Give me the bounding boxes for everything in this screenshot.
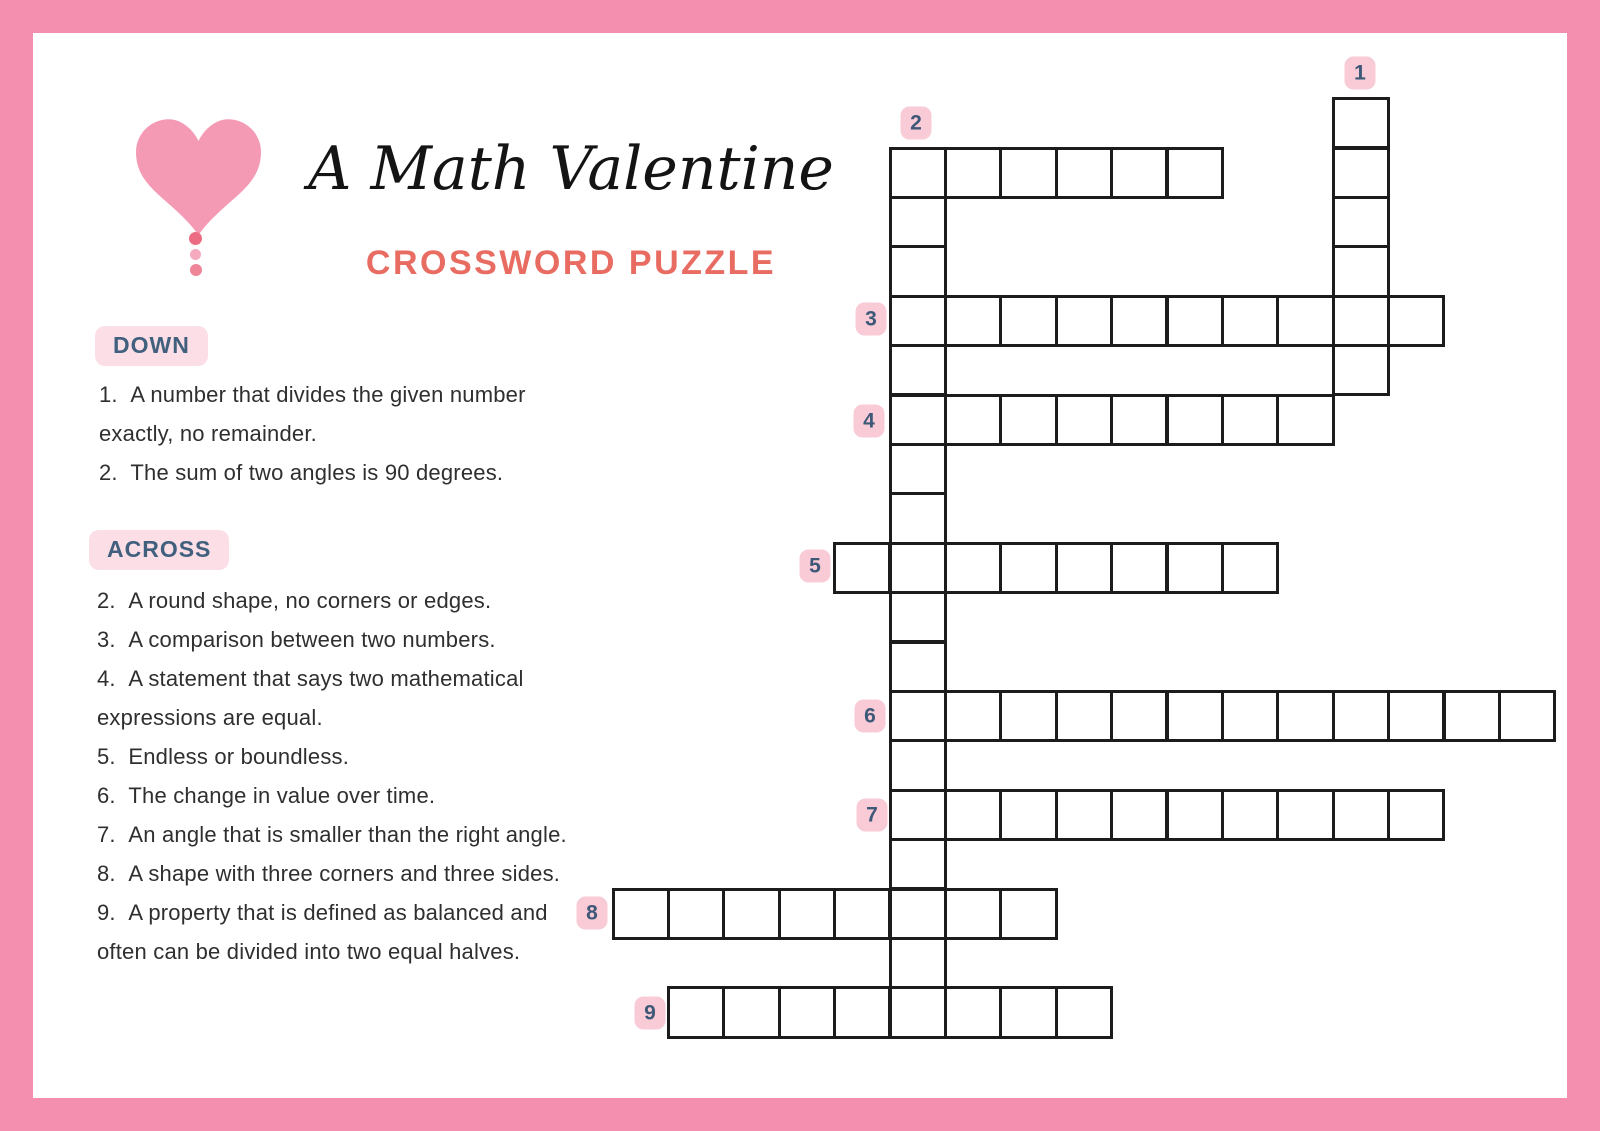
clue-line: 2. The sum of two angles is 90 degrees. [99, 460, 504, 485]
clue-line: expressions are equal. [97, 705, 323, 730]
grid-cell-1-down-0[interactable] [1332, 97, 1390, 149]
grid-cell-7-across-5[interactable] [1166, 789, 1224, 841]
down-heading: DOWN [95, 326, 208, 366]
clue-number-badge-5: 5 [800, 550, 831, 583]
grid-cell-1-down-1[interactable] [1332, 147, 1390, 199]
grid-cell-1-down-3[interactable] [1332, 245, 1390, 297]
grid-cell-9-across-1[interactable] [722, 986, 780, 1038]
grid-cell-4-across-1[interactable] [944, 394, 1002, 446]
grid-cell-5-across-4[interactable] [1055, 542, 1113, 594]
grid-cell-3-across-7[interactable] [1276, 295, 1334, 347]
grid-cell-5-across-7[interactable] [1221, 542, 1279, 594]
grid-cell-4-across-6[interactable] [1221, 394, 1279, 446]
grid-cell-8-across-7[interactable] [999, 888, 1057, 940]
grid-cell-8-across-1[interactable] [667, 888, 725, 940]
grid-cell-1-down-2[interactable] [1332, 196, 1390, 248]
grid-cell-4-across-7[interactable] [1276, 394, 1334, 446]
grid-cell-9-across-5[interactable] [944, 986, 1002, 1038]
grid-cell-5-across-5[interactable] [1110, 542, 1168, 594]
grid-cell-2-down-10[interactable] [889, 641, 947, 693]
grid-cell-2-across-4[interactable] [1110, 147, 1168, 199]
grid-cell-3-across-5[interactable] [1166, 295, 1224, 347]
grid-cell-9-across-4[interactable] [889, 986, 947, 1038]
grid-cell-7-across-4[interactable] [1110, 789, 1168, 841]
grid-cell-2-across-0[interactable] [889, 147, 947, 199]
grid-cell-2-down-4[interactable] [889, 344, 947, 396]
clue-line: 6. The change in value over time. [97, 783, 436, 808]
grid-cell-7-across-6[interactable] [1221, 789, 1279, 841]
clue-number-badge-7: 7 [857, 799, 888, 832]
page-subtitle: CROSSWORD PUZZLE [365, 244, 777, 282]
grid-cell-2-down-6[interactable] [889, 443, 947, 495]
grid-cell-2-across-2[interactable] [999, 147, 1057, 199]
grid-cell-7-across-8[interactable] [1332, 789, 1390, 841]
grid-cell-6-across-8[interactable] [1332, 690, 1390, 742]
page-title: A Math Valentine [308, 134, 834, 204]
clue-line: exactly, no remainder. [99, 421, 317, 446]
grid-cell-2-down-2[interactable] [889, 245, 947, 297]
across-heading: ACROSS [89, 530, 229, 570]
grid-cell-6-across-1[interactable] [944, 690, 1002, 742]
grid-cell-8-across-2[interactable] [722, 888, 780, 940]
grid-cell-8-across-5[interactable] [889, 888, 947, 940]
grid-cell-3-across-1[interactable] [944, 295, 1002, 347]
grid-cell-4-across-0[interactable] [889, 394, 947, 446]
grid-cell-7-across-1[interactable] [944, 789, 1002, 841]
grid-cell-5-across-2[interactable] [944, 542, 1002, 594]
clue-line: 3. A comparison between two numbers. [97, 627, 496, 652]
grid-cell-3-across-0[interactable] [889, 295, 947, 347]
clue-line: 1. A number that divides the given number [99, 382, 526, 407]
grid-cell-6-across-11[interactable] [1498, 690, 1556, 742]
clue-number-badge-8: 8 [577, 897, 608, 930]
grid-cell-6-across-2[interactable] [999, 690, 1057, 742]
grid-cell-4-across-4[interactable] [1110, 394, 1168, 446]
grid-cell-7-across-9[interactable] [1387, 789, 1445, 841]
grid-cell-9-across-0[interactable] [667, 986, 725, 1038]
clue-line: 2. A round shape, no corners or edges. [97, 588, 492, 613]
grid-cell-4-across-5[interactable] [1166, 394, 1224, 446]
grid-cell-4-across-2[interactable] [999, 394, 1057, 446]
clue-line: 9. A property that is defined as balanced and [97, 900, 548, 925]
grid-cell-6-across-3[interactable] [1055, 690, 1113, 742]
grid-cell-8-across-4[interactable] [833, 888, 891, 940]
clue-number-badge-1: 1 [1345, 57, 1376, 90]
clue-line: 4. A statement that says two mathematical [97, 666, 524, 691]
grid-cell-7-across-0[interactable] [889, 789, 947, 841]
grid-cell-8-across-6[interactable] [944, 888, 1002, 940]
grid-cell-6-across-0[interactable] [889, 690, 947, 742]
grid-cell-6-across-7[interactable] [1276, 690, 1334, 742]
grid-cell-2-down-7[interactable] [889, 492, 947, 544]
grid-cell-9-across-2[interactable] [778, 986, 836, 1038]
grid-cell-2-down-9[interactable] [889, 591, 947, 643]
grid-cell-2-across-5[interactable] [1166, 147, 1224, 199]
clue-line: 7. An angle that is smaller than the right angle. [97, 822, 567, 847]
grid-cell-2-across-3[interactable] [1055, 147, 1113, 199]
grid-cell-7-across-2[interactable] [999, 789, 1057, 841]
grid-cell-3-across-8[interactable] [1332, 295, 1390, 347]
clue-number-badge-2: 2 [901, 107, 932, 140]
grid-cell-3-across-2[interactable] [999, 295, 1057, 347]
grid-cell-3-across-3[interactable] [1055, 295, 1113, 347]
grid-cell-2-down-1[interactable] [889, 196, 947, 248]
grid-cell-5-across-0[interactable] [833, 542, 891, 594]
grid-cell-6-across-4[interactable] [1110, 690, 1168, 742]
grid-cell-2-down-12[interactable] [889, 739, 947, 791]
clue-number-badge-4: 4 [854, 405, 885, 438]
grid-cell-4-across-3[interactable] [1055, 394, 1113, 446]
grid-cell-3-across-4[interactable] [1110, 295, 1168, 347]
grid-cell-7-across-3[interactable] [1055, 789, 1113, 841]
grid-cell-6-across-6[interactable] [1221, 690, 1279, 742]
grid-cell-2-across-1[interactable] [944, 147, 1002, 199]
grid-cell-9-across-3[interactable] [833, 986, 891, 1038]
grid-cell-9-across-6[interactable] [999, 986, 1057, 1038]
grid-cell-1-down-5[interactable] [1332, 344, 1390, 396]
clue-number-badge-3: 3 [856, 303, 887, 336]
grid-cell-5-across-3[interactable] [999, 542, 1057, 594]
grid-cell-5-across-1[interactable] [889, 542, 947, 594]
grid-cell-2-down-14[interactable] [889, 838, 947, 890]
grid-cell-3-across-9[interactable] [1387, 295, 1445, 347]
grid-cell-8-across-3[interactable] [778, 888, 836, 940]
grid-cell-6-across-5[interactable] [1166, 690, 1224, 742]
grid-cell-8-across-0[interactable] [612, 888, 670, 940]
grid-cell-3-across-6[interactable] [1221, 295, 1279, 347]
clue-number-badge-6: 6 [855, 700, 886, 733]
grid-cell-9-across-7[interactable] [1055, 986, 1113, 1038]
grid-cell-7-across-7[interactable] [1276, 789, 1334, 841]
grid-cell-6-across-9[interactable] [1387, 690, 1445, 742]
grid-cell-6-across-10[interactable] [1443, 690, 1501, 742]
clue-line: 8. A shape with three corners and three sides. [97, 861, 561, 886]
clue-line: often can be divided into two equal halves. [97, 939, 521, 964]
grid-cell-2-down-16[interactable] [889, 937, 947, 989]
grid-cell-5-across-6[interactable] [1166, 542, 1224, 594]
clue-number-badge-9: 9 [635, 997, 666, 1030]
clue-line: 5. Endless or boundless. [97, 744, 350, 769]
